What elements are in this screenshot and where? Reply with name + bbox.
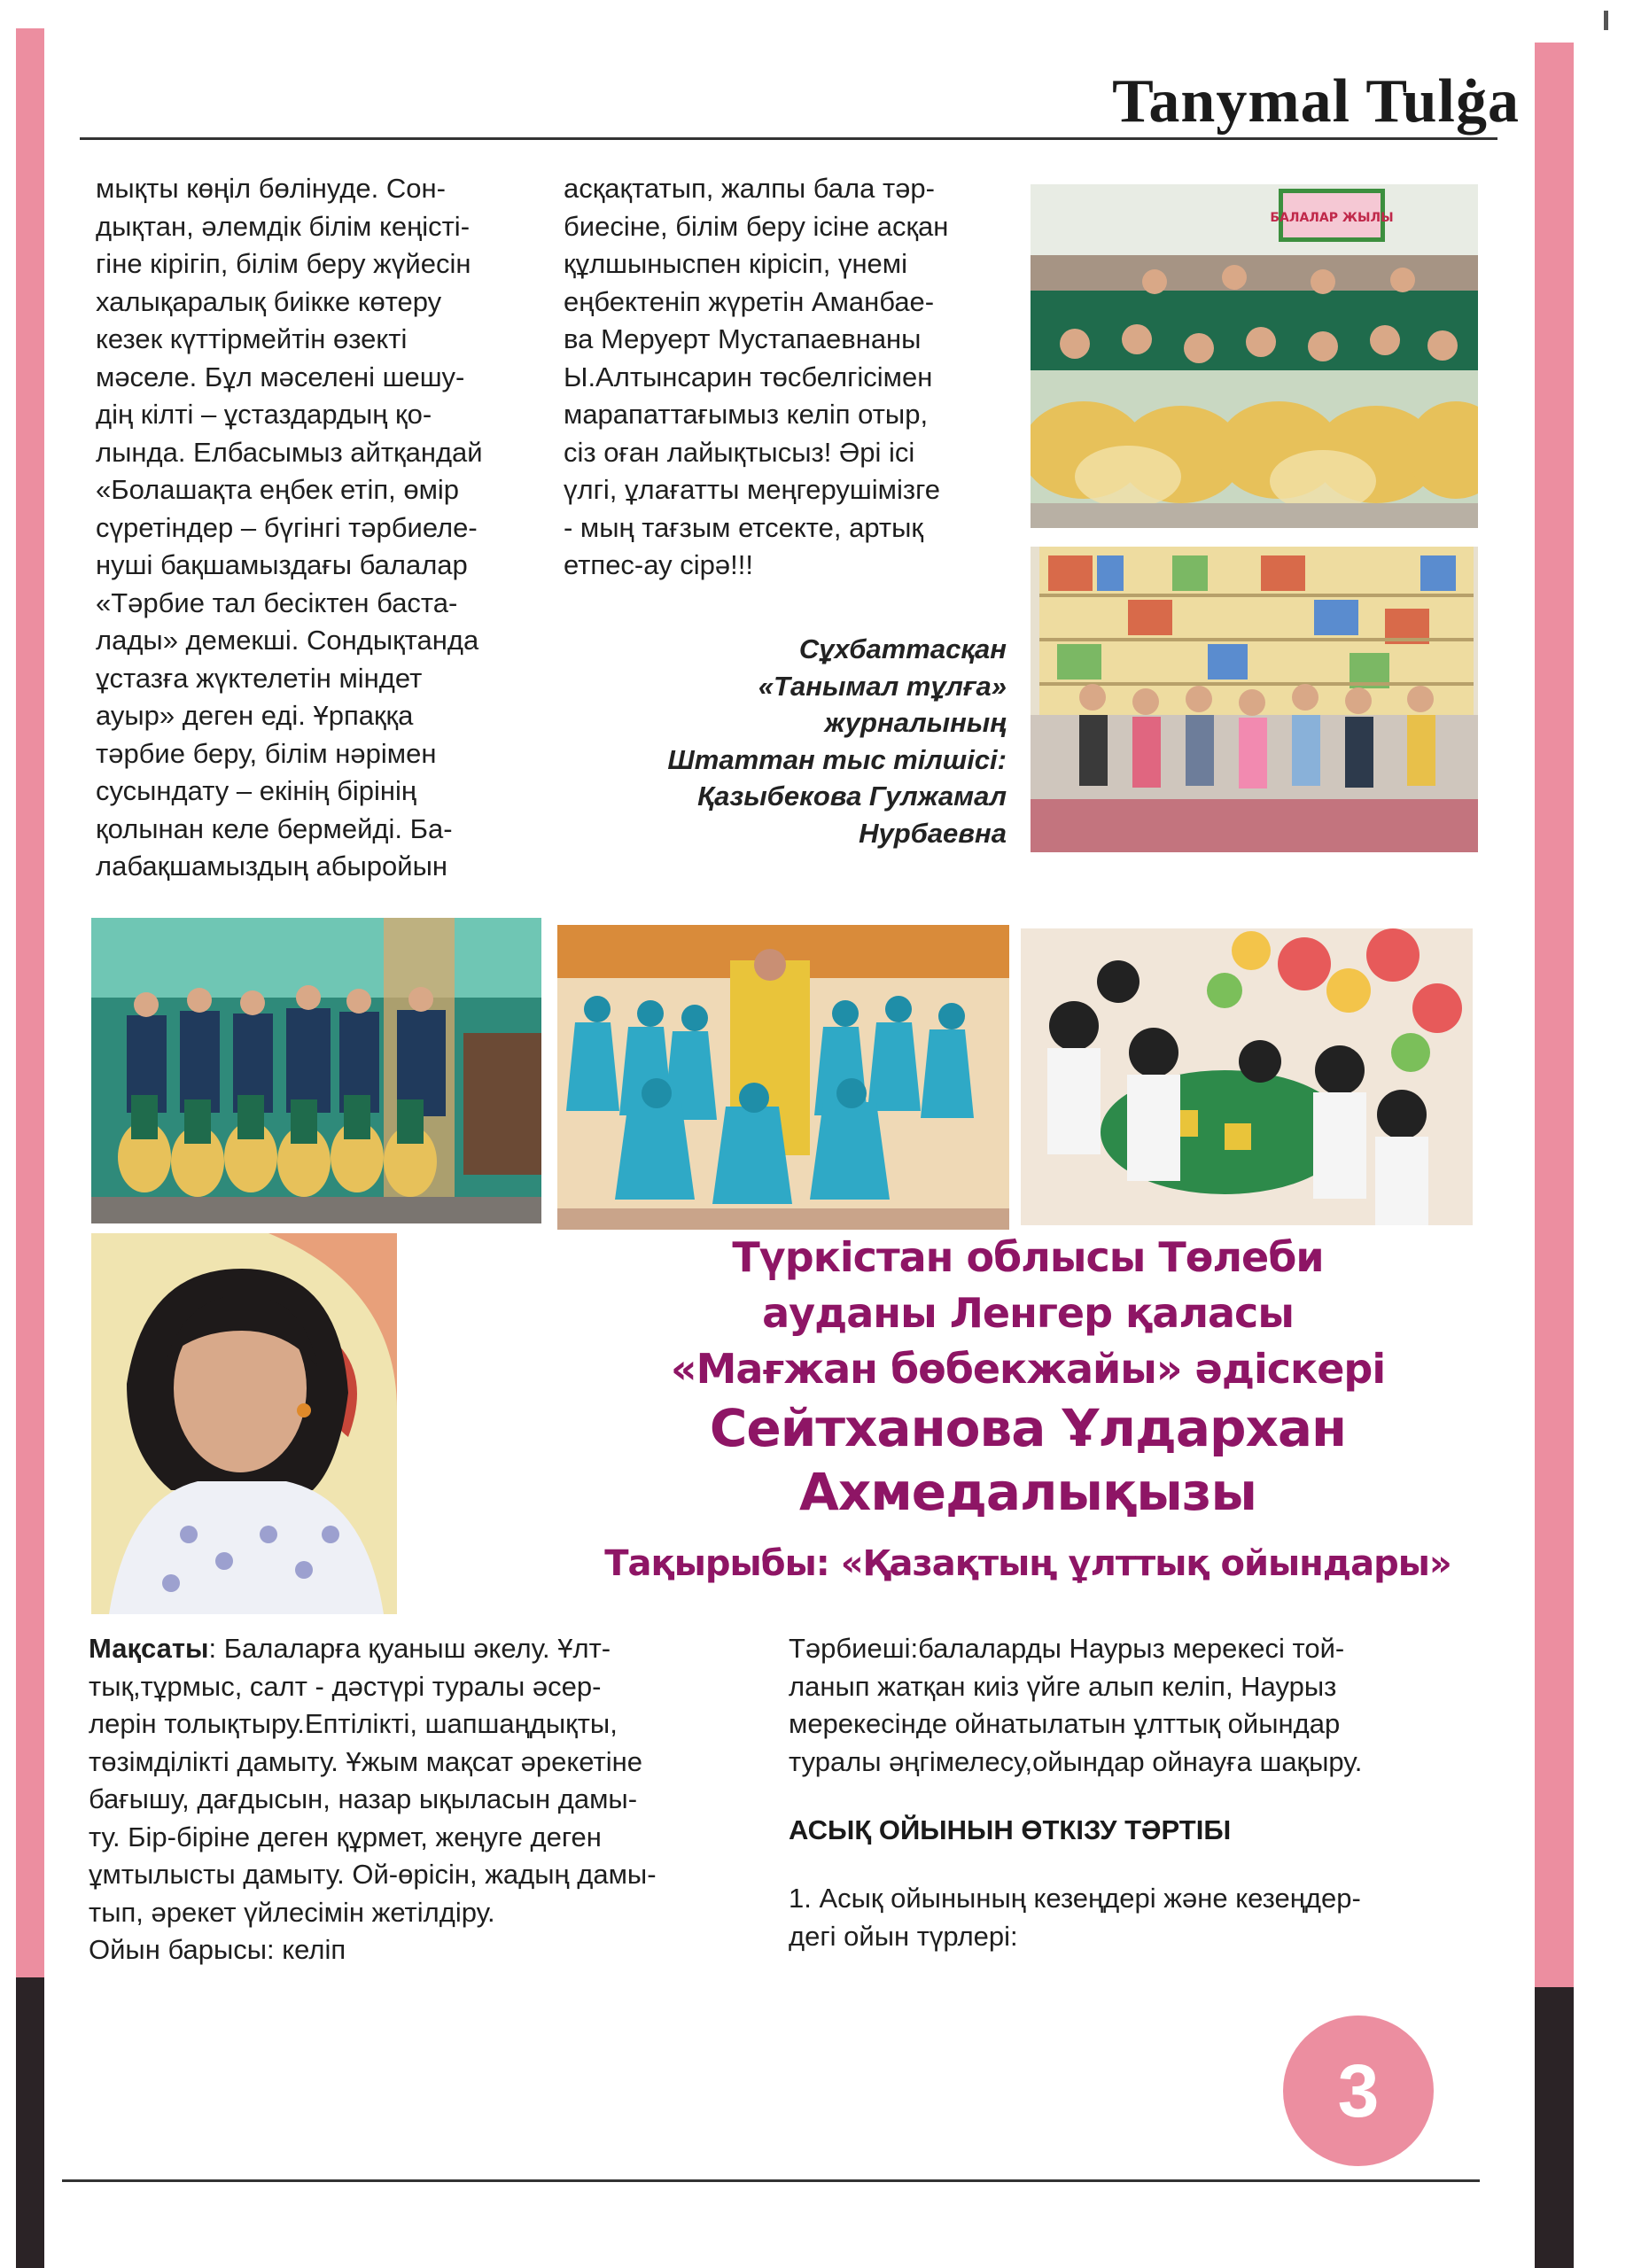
photo-children-library (1031, 547, 1478, 852)
portrait-photo (91, 1233, 397, 1614)
article-body-left (89, 1630, 744, 1969)
right-dark-bar (1535, 1987, 1574, 2268)
article-column-1: мықты көңіл бөлінуде. Сон- дықтан, әлемдік білім кеңісті- гіне кірігіп, білім беру жүйесін халықаралық биікке көтеру кезек күттірмейтін өзекті мәселе. Бұл мәселені шешу- дің кілті – ұстаздардың қо- лында. Елбасымыз айтқандай «Болашақта еңбек етіп, өмір сүретіндер – бүгінгі тәрбиеле- нуші бақшамыздағы балалар «Тәрбие тал бесіктен баста- лады» демекші. Сондықтанда ұстазға жүктелетін міндет ауыр» деген еді. Ұрпаққа тәрбие беру, білім нәрімен сусындату – екінің бірінің қолынан келе бермейді. Ба- лабақшамыздың абыройын (96, 173, 483, 882)
article-body-right (789, 1630, 1462, 1955)
article-column-2: асқақтатып, жалпы бала тәр- биесіне, білім беру ісіне асқан құлшыныспен кірісіп, үнемі еңбектеніп жүретін Аманбае- ва Меруерт Мустапаевнаны Ы.Алтынсарин төсбелгісімен марапаттағымыз келіп отыр, сіз оған лайықтысыз! Әрі ісі үлгі, ұлағатты меңгерушімізге - мың тағзым етсекте, артық етпес-ау сірә!!! (564, 173, 949, 580)
signature-line: Сұхбаттасқан (798, 633, 1007, 664)
photo-group-teachers-children (91, 918, 541, 1223)
scan-corner-mark (1604, 11, 1608, 30)
article-heading-line-2: ауданы Ленгер қаласы (762, 1289, 1294, 1337)
article-heading-line-1: Түркістан облысы Төлеби (732, 1233, 1324, 1281)
banner-text: БАЛАЛАР ЖЫЛЫ (1270, 211, 1394, 225)
goal-label: Мақсаты (89, 1633, 209, 1664)
goal-text: : Балаларға қуаныш әкелу. Ұлт- тық,тұрмыс, салт - дәстүрі туралы әсер- лерін толықтыру.Ептілікті, шапшаңдықты, төзімділікті дамыту. Ұжым мақсат әрекетіне бағышу, дағдысын, назар ықыласын дамы- ту. Бір-біріне деген құрмет, жеңуге деген ұмтылысты дамыту. Ой-өрісін, жадың дамы- тып, әрекет үйлесімін жетілдіру. Ойын барысы: келіп (89, 1633, 657, 1965)
signature-line: Нурбаевна (859, 817, 1007, 849)
goal-paragraph (89, 1630, 744, 1969)
photo-children-stage-blue (557, 925, 1009, 1230)
magazine-title: Tanymal Tulġa (1112, 67, 1520, 136)
article-heading-line-3: «Мағжан бөбекжайы» әдіскері (670, 1345, 1386, 1393)
teacher-paragraph: Тәрбиеші:балаларды Наурыз мерекесі той- ланып жатқан киіз үйге алып келіп, Наурыз мерекесінде ойнатылатын ұлттық ойындар туралы әңгімелесу,ойындар ойнауға шақыру. (789, 1633, 1363, 1777)
footer-divider (62, 2179, 1480, 2182)
signature-line: «Танымал тұлға» (758, 670, 1007, 702)
page-number: 3 (1337, 2048, 1380, 2132)
signature-line: журналының (824, 707, 1007, 738)
photo-children-costumes (1031, 184, 1478, 528)
right-accent-bar (1535, 43, 1574, 1987)
left-dark-bar (16, 1977, 44, 2268)
signature-line: Қазыбекова Гулжамал (697, 781, 1007, 812)
author-name-line-1: Сейтханова Ұлдархан (709, 1398, 1347, 1458)
interviewer-signature (564, 631, 1007, 851)
signature-line: Штаттан тыс тілшісі: (667, 743, 1007, 775)
page-number-badge (1283, 2016, 1434, 2166)
section-heading: АСЫҚ ОЙЫНЫН ӨТКІЗУ ТӘРТІБІ (789, 1814, 1232, 1845)
author-name-line-2: Ахмедалықызы (799, 1462, 1256, 1522)
photo-children-activity (1021, 928, 1473, 1225)
section-paragraph: 1. Асық ойынының кезеңдері және кезеңдер- дегі ойын түрлері: (789, 1883, 1361, 1952)
article-topic: Тақырыбы: «Қазақтың ұлттық ойындары» (604, 1543, 1451, 1584)
left-accent-bar (16, 28, 44, 1977)
header-divider (80, 137, 1497, 140)
